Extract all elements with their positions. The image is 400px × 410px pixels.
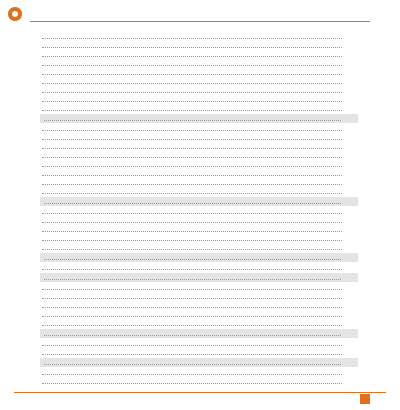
toc-dot-leader xyxy=(42,147,342,149)
toc-entry[interactable] xyxy=(40,283,358,292)
toc-entry[interactable] xyxy=(40,86,358,95)
toc-dot-leader xyxy=(42,315,342,317)
toc-dot-leader xyxy=(42,73,342,75)
toc-entry[interactable] xyxy=(40,59,358,68)
toc-dot-leader xyxy=(42,156,342,158)
toc-entry[interactable] xyxy=(40,133,358,142)
toc-dot-leader xyxy=(42,174,342,176)
toc-entry[interactable] xyxy=(40,292,358,301)
toc-dot-leader xyxy=(44,202,341,204)
toc-entry[interactable] xyxy=(40,348,358,357)
toc-entry[interactable] xyxy=(40,124,358,133)
toc-entry[interactable] xyxy=(40,178,358,187)
toc-entry[interactable] xyxy=(40,310,358,319)
toc-dot-leader xyxy=(42,55,342,57)
toc-dot-leader xyxy=(44,363,341,365)
toc-dot-leader xyxy=(42,82,342,84)
toc-entry[interactable] xyxy=(40,95,358,104)
toc-section-header xyxy=(40,273,358,282)
toc-entry[interactable] xyxy=(40,225,358,234)
toc-entry[interactable] xyxy=(40,151,358,160)
footer-page-number xyxy=(360,394,370,404)
header-rule xyxy=(30,21,370,22)
toc-dot-leader xyxy=(44,334,341,336)
toc-dot-leader xyxy=(42,37,342,39)
publisher-logo xyxy=(8,7,25,21)
toc-dot-leader xyxy=(42,46,342,48)
toc-entry[interactable] xyxy=(40,68,358,77)
toc-entry[interactable] xyxy=(40,319,358,328)
toc-section-header xyxy=(40,329,358,338)
toc-section-header xyxy=(40,197,358,206)
toc-dot-leader xyxy=(42,248,342,250)
toc-entry[interactable] xyxy=(40,263,358,272)
toc-dot-leader xyxy=(42,64,342,66)
toc-dot-leader xyxy=(42,306,342,308)
toc-dot-leader xyxy=(42,239,342,241)
toc-dot-leader xyxy=(42,373,342,375)
toc-dot-leader xyxy=(42,91,342,93)
logo-mark-icon xyxy=(8,7,22,21)
toc-dot-leader xyxy=(42,138,342,140)
toc-entry[interactable] xyxy=(40,142,358,151)
toc-entry[interactable] xyxy=(40,77,358,86)
toc-section-header xyxy=(40,114,358,123)
toc-dot-leader xyxy=(42,268,342,270)
toc-dot-leader xyxy=(42,183,342,185)
toc-entry[interactable] xyxy=(40,207,358,216)
toc-dot-leader xyxy=(44,278,341,280)
toc-dot-leader xyxy=(42,382,342,384)
table-of-contents xyxy=(40,32,358,387)
toc-dot-leader xyxy=(44,258,341,260)
toc-dot-leader xyxy=(42,344,342,346)
toc-dot-leader xyxy=(42,353,342,355)
toc-entry[interactable] xyxy=(40,377,358,386)
footer-rule xyxy=(14,392,386,393)
toc-dot-leader xyxy=(42,297,342,299)
toc-dot-leader xyxy=(42,109,342,111)
toc-dot-leader xyxy=(42,230,342,232)
toc-entry[interactable] xyxy=(40,368,358,377)
toc-dot-leader xyxy=(42,165,342,167)
toc-entry[interactable] xyxy=(40,32,358,41)
toc-entry[interactable] xyxy=(40,50,358,59)
toc-dot-leader xyxy=(42,221,342,223)
toc-entry[interactable] xyxy=(40,386,358,395)
toc-entry[interactable] xyxy=(40,216,358,225)
toc-dot-leader xyxy=(42,100,342,102)
toc-dot-leader xyxy=(42,324,342,326)
toc-entry[interactable] xyxy=(40,187,358,196)
page-header xyxy=(0,0,400,28)
toc-entry[interactable] xyxy=(40,301,358,310)
toc-section-header xyxy=(40,253,358,262)
toc-dot-leader xyxy=(42,288,342,290)
toc-entry[interactable] xyxy=(40,234,358,243)
toc-entry[interactable] xyxy=(40,339,358,348)
toc-section-header xyxy=(40,358,358,367)
toc-entry[interactable] xyxy=(40,169,358,178)
toc-entry[interactable] xyxy=(40,243,358,252)
toc-dot-leader xyxy=(42,192,342,194)
toc-dot-leader xyxy=(42,212,342,214)
toc-dot-leader xyxy=(42,129,342,131)
toc-dot-leader xyxy=(44,119,341,121)
toc-entry[interactable] xyxy=(40,160,358,169)
toc-entry[interactable] xyxy=(40,41,358,50)
toc-entry[interactable] xyxy=(40,104,358,113)
